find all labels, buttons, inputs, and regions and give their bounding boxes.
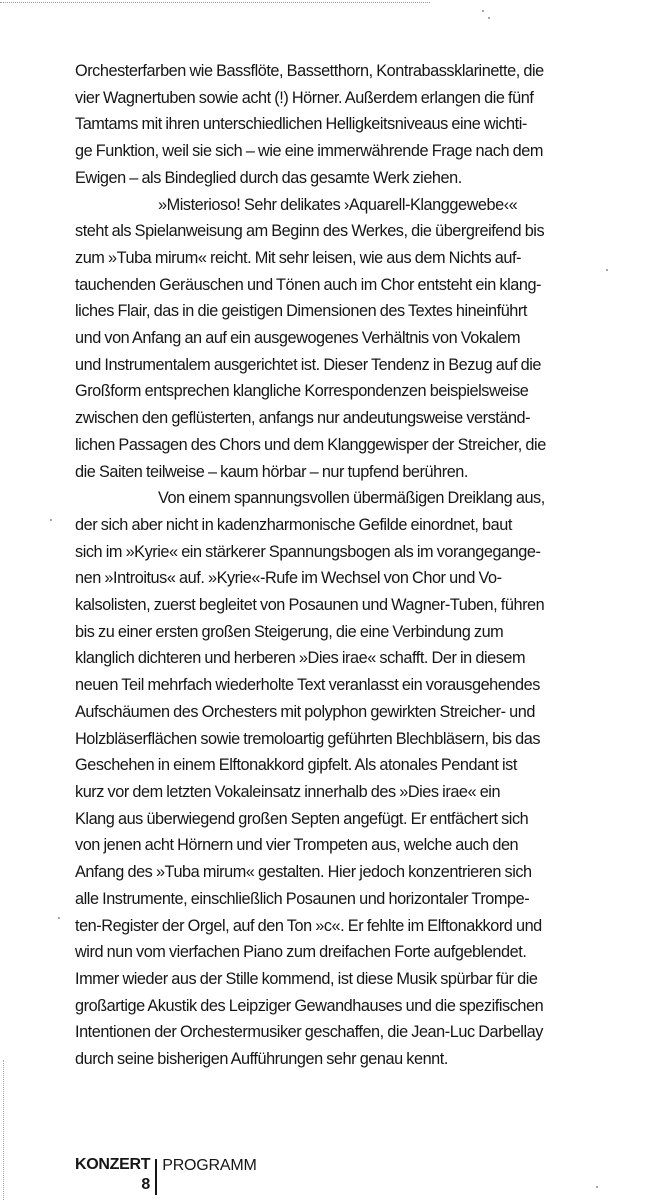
page-footer (75, 1155, 257, 1195)
footer-section-label: PROGRAMM (162, 1157, 257, 1174)
paragraph-1: Orchesterfarben wie Bassflöte, Bassetthorn, Kontrabassklarinette, die vier Wagnertuben sowie acht (!) Hörner. Außerdem erlangen die fünf Tamtams mit ihren unterschiedlichen Helligkeitsniveaus eine wichti- ge Funktion, weil sie sich – wie eine immerwährende Frage nach dem Ewigen – als Bindeglied durch das gesamte Werk ziehen. (75, 62, 544, 187)
article-body (75, 58, 581, 1073)
footer-left (75, 1155, 150, 1195)
top-edge-rule (0, 2, 430, 3)
paragraph-2: »Misterioso! Sehr delikates ›Aquarell-Klanggewebe‹« steht als Spielanweisung am Beginn des Werkes, die übergreifend bis zum »Tuba mirum« reicht. Mit sehr leisen, wie aus dem Nichts auf- tauchenden Geräuschen und Tönen auch im Chor entsteht ein klang- liches Flair, das in die geistigen Dimensionen des Textes hineinführt und von Anfang an auf ein ausgewogenes Verhältnis von Vokalem und Instrumentalem ausgerichtet ist. Dieser Tendenz in Bezug auf die Großform entsprechen klangliche Korrespondenzen beispielsweise zwischen den geflüsterten, anfangs nur andeutungsweise verständ- lichen Passagen des Chors und dem Klanggewisper der Streicher, die die Saiten teilweise – kaum hörbar – nur tupfend berühren. (75, 195, 546, 481)
footer-brand: KONZERT (75, 1156, 151, 1173)
paragraph-3: Von einem spannungsvollen übermäßigen Dreiklang aus, der sich aber nicht in kadenzharmonische Gefilde einordnet, baut sich im »Kyrie« ein stärkerer Spannungsbogen als im vorangegange- nen »Introitus« auf. »Kyrie«-Rufe im Wechsel von Chor und Vo- kalsolisten, zuerst begleitet von Posaunen und Wagner-Tuben, führen bis zu einer ersten großen Steigerung, die eine Verbindung zum klanglich dichteren und herberen »Dies irae« schafft. Der in diesem neuen Teil mehrfach wiederholte Text veranlasst ein vorausgehendes Aufschäumen des Orchesters mit polyphon gewirkten Streicher- und Holzbläserflächen sowie tremoloartig geführten Blechbläsern, bis das Geschehen in einem Elftonakkord gipfelt. Als atonales Pendant ist kurz vor dem letzten Vokaleinsatz innerhalb des »Dies irae« ein Klang aus überwiegend großen Septen angefügt. Er entfächert sich von jenen acht Hörnern und vier Trompeten aus, welche auch den Anfang des »Tuba mirum« gestalten. Hier jedoch konzentrieren sich alle Instrumente, einschließlich Posaunen und horizontaler Trompe- ten-Register der Orgel, auf den Ton »c«. Er fehlte im Elftonakkord und wird nun vom vierfachen Piano zum dreifachen Forte aufgeblendet. Immer wieder aus der Stille kommend, ist diese Musik spürbar für die großartige Akustik des Leipziger Gewandhauses und die spezifischen Intentionen der Orchestermusiker geschaffen, die Jean-Luc Darbellay durch seine bisherigen Aufführungen sehr genau kennt. (75, 489, 545, 1069)
left-edge-rule (3, 1060, 4, 1200)
scan-speck (58, 917, 60, 919)
scan-speck (596, 1186, 598, 1188)
scan-speck (488, 17, 490, 19)
scan-speck (482, 10, 484, 12)
footer-divider (155, 1159, 157, 1195)
scan-speck (606, 269, 608, 271)
scan-speck (50, 519, 52, 521)
page-number: 8 (141, 1176, 151, 1193)
